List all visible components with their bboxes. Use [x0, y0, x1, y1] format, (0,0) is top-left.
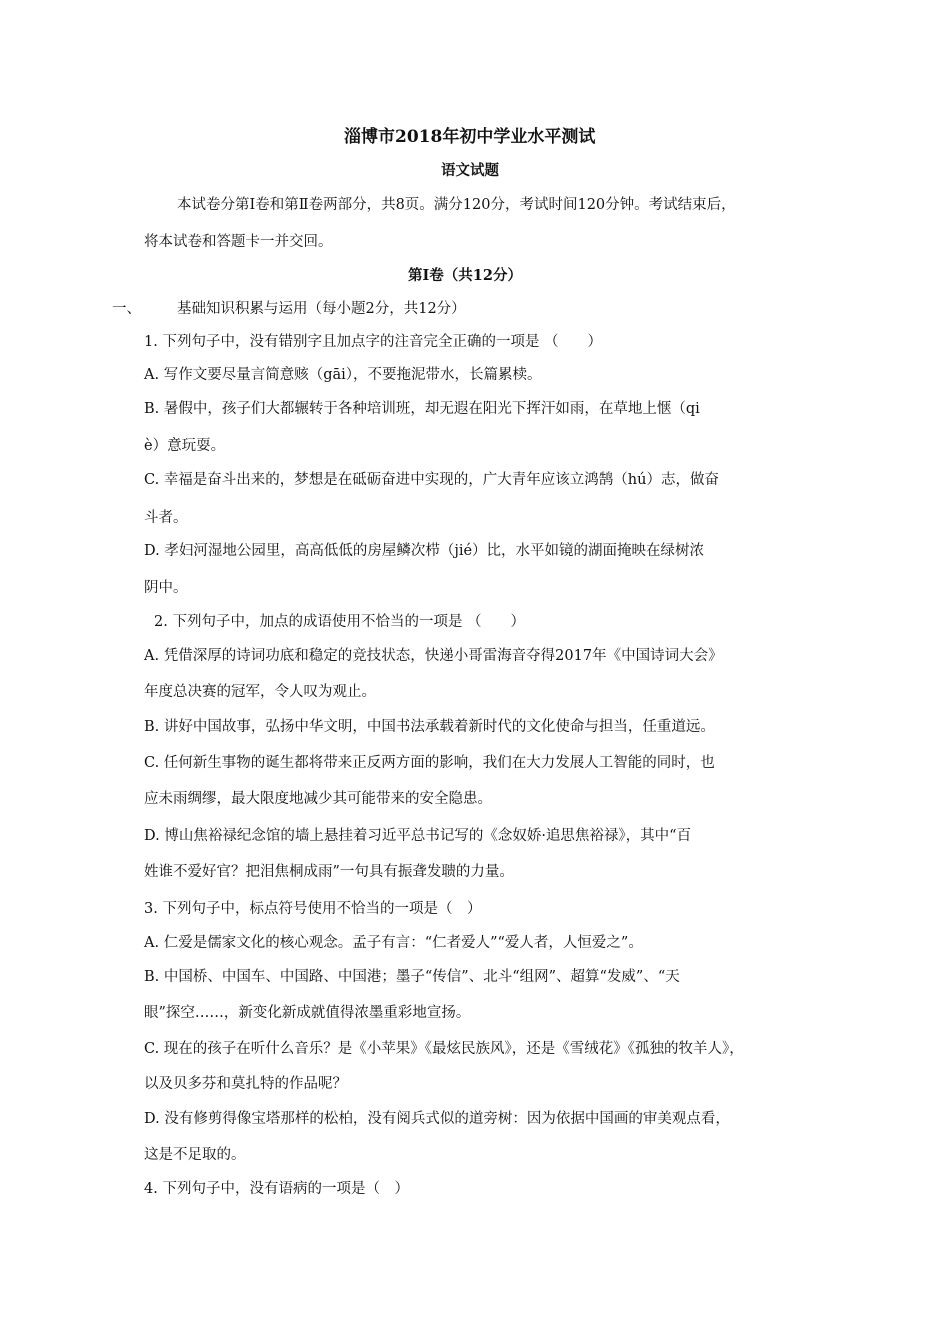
q1-option-d-line-2: 阴中。 — [144, 580, 188, 596]
q1-option-b-line-1: B. 暑假中，孩子们大都辗转于各种培训班，却无遐在阳光下挥汗如雨，在草地上惬（qi — [144, 401, 700, 417]
exam-subtitle: 语文试题 — [441, 162, 499, 179]
part1-title: 第Ⅰ卷（共12分） — [408, 267, 522, 284]
q3-option-c-line-2: 以及贝多芬和莫扎特的作品呢？ — [144, 1076, 347, 1092]
q3-stem: 3. 下列句子中，标点符号使用不恰当的一项是（ ） — [144, 901, 482, 917]
q2-option-d-line-1: D. 博山焦裕禄纪念馆的墙上悬挂着习近平总书记写的《念奴娇·追思焦裕禄》，其中“百 — [144, 828, 692, 844]
q2-option-a-line-2: 年度总决赛的冠军，令人叹为观止。 — [144, 684, 376, 700]
q1-option-c-line-2: 斗者。 — [144, 510, 188, 526]
q2-option-a-line-1: A. 凭借深厚的诗词功底和稳定的竞技状态，快递小哥雷海音夺得2017年《中国诗词大会》 — [144, 648, 723, 664]
section1-number: 一、 — [112, 301, 141, 317]
q2-option-b: B. 讲好中国故事，弘扬中华文明，中国书法承载着新时代的文化使命与担当，任重道远。 — [144, 719, 715, 735]
q1-option-a: A. 写作文要尽量言简意赅（gāi），不要拖泥带水，长篇累椟。 — [144, 367, 542, 383]
q2-stem: 2. 下列句子中，加点的成语使用不恰当的一项是 （ ） — [154, 614, 526, 630]
q1-option-d-line-1: D. 孝妇河湿地公园里，高高低低的房屋鳞次栉（jié）比，水平如镜的湖面掩映在绿树浓 — [144, 543, 705, 559]
instructions-line-2: 将本试卷和答题卡一并交回。 — [144, 234, 333, 250]
exam-title: 淄博市2018年初中学业水平测试 — [344, 127, 596, 147]
q3-option-c-line-1: C. 现在的孩子在听什么音乐？是《小苹果》《最炫民族风》，还是《雪绒花》《孤独的牧羊人》， — [144, 1041, 744, 1057]
q4-stem: 4. 下列句子中，没有语病的一项是（ ） — [144, 1181, 409, 1197]
q3-option-d-line-1: D. 没有修剪得像宝塔那样的松柏，没有阅兵式似的道旁树：因为依据中国画的审美观点看， — [144, 1111, 730, 1127]
q3-option-d-line-2: 这是不足取的。 — [144, 1147, 246, 1163]
q3-option-b-line-2: 眼”探空……，新变化新成就值得浓墨重彩地宣扬。 — [144, 1005, 471, 1021]
q1-stem: 1. 下列句子中，没有错别字且加点字的注音完全正确的一项是 （ ） — [144, 334, 603, 350]
instructions-line-1: 本试卷分第Ⅰ卷和第Ⅱ卷两部分，共8页。满分120分，考试时间120分钟。考试结束后， — [177, 197, 736, 213]
q2-option-c-line-2: 应未雨绸缪，最大限度地减少其可能带来的安全隐患。 — [144, 791, 492, 807]
q1-option-b-line-2: è）意玩耍。 — [144, 438, 226, 454]
q1-option-c-line-1: C. 幸福是奋斗出来的，梦想是在砥砺奋进中实现的，广大青年应该立鸿鹄（hú）志，做奋 — [144, 472, 719, 488]
q3-option-a: A. 仁爱是儒家文化的核心观念。孟子有言：“仁者爱人”“爱人者，人恒爱之”。 — [144, 935, 643, 951]
q2-option-c-line-1: C. 任何新生事物的诞生都将带来正反两方面的影响，我们在大力发展人工智能的同时，也 — [144, 755, 715, 771]
q2-option-d-line-2: 姓谁不爱好官？把泪焦桐成雨”一句具有振聋发聩的力量。 — [144, 864, 514, 880]
section1-title: 基础知识积累与运用（每小题2分，共12分） — [177, 301, 466, 317]
q3-option-b-line-1: B. 中国桥、中国车、中国路、中国港；墨子“传信”、北斗“组网”、超算“发威”、“天 — [144, 969, 680, 985]
